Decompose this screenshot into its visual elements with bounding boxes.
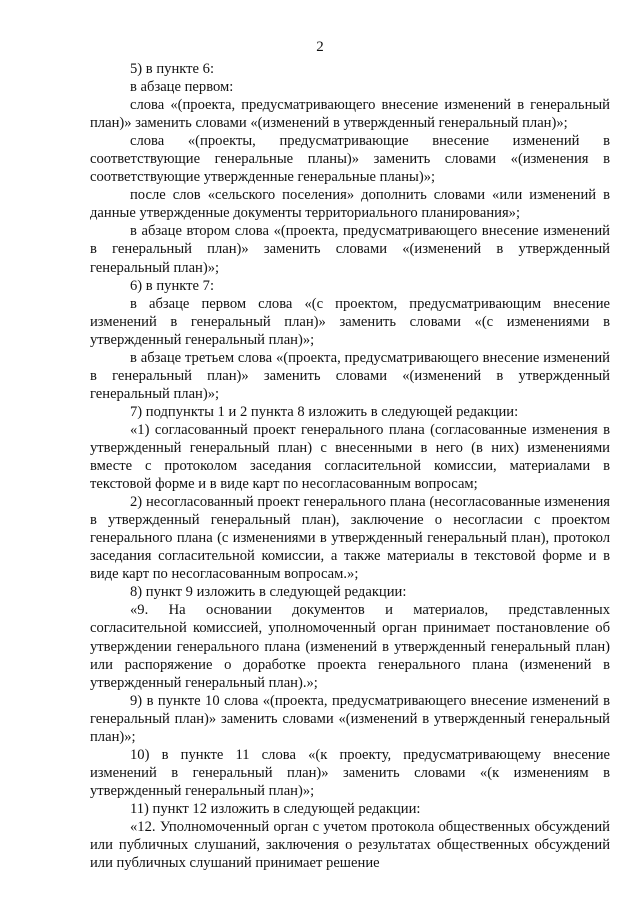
paragraph-item-7: 7) подпункты 1 и 2 пункта 8 изложить в следующей редакции: <box>130 403 519 420</box>
paragraph-point-9: «9. На основании документов и материалов, представленных согласительной комиссией, уполномоченный орган принимает постановление об утверждении генерального плана (изменений в утвержденный генеральный план) или распоряжение о доработке проекта генерального плана (изменений в утвержденный генеральный план).»; <box>90 602 610 691</box>
paragraph-third-abzac-7: в абзаце третьем слова «(проекта, предусматривающего внесение изменений в генеральный план)» заменить словами «(изменений в утвержденный генеральный план)»; <box>90 349 610 402</box>
paragraph-replace-2: слова «(проекты, предусматривающие внесение изменений в соответствующие генеральные планы)» заменить словами «(изменения в соответствующие утвержденные генеральные планы)»; <box>90 133 610 186</box>
paragraph-item-9: 9) в пункте 10 слова «(проекта, предусматривающего внесение изменений в генеральный план)» заменить словами «(изменений в утвержденный генеральный план)»; <box>90 692 610 745</box>
paragraph-item-6: 6) в пункте 7: <box>130 277 215 294</box>
paragraph-first-abzac-7: в абзаце первом слова «(с проектом, предусматривающим внесение изменений в генеральный план)» заменить словами «(с изменениями в утвержденный генеральный план)»; <box>90 295 610 348</box>
paragraph-item-5: 5) в пункте 6: <box>130 61 215 77</box>
paragraph-subitem-1: «1) согласованный проект генерального плана (согласованные изменения в утвержденный генеральный план) с внесенными в него (в них) изменениями вместе с протоколом заседания согласительной комиссии, материалами в текстовой форме и в виде карт по несогласованным вопросам; <box>90 421 610 493</box>
document-body <box>90 60 610 872</box>
paragraph-second-abzac: в абзаце втором слова «(проекта, предусматривающего внесение изменений в генеральный план)» заменить словами «(изменений в утвержденный генеральный план)»; <box>90 223 610 276</box>
paragraph-item-10: 10) в пункте 11 слова «(к проекту, предусматривающему внесение изменений в генеральный план)» заменить словами «(к изменениям в утвержденный генеральный план)»; <box>90 746 610 799</box>
paragraph-replace-1: слова «(проекта, предусматривающего внесение изменений в генеральный план)» заменить словами «(изменений в утвержденный генеральный план)»; <box>90 97 610 132</box>
paragraph-first-abzac: в абзаце первом: <box>130 79 234 96</box>
paragraph-add-words: после слов «сельского поселения» дополнить словами «или изменений в данные утвержденные документы территориального планирования»; <box>90 187 610 222</box>
page-number: 2 <box>316 39 324 55</box>
paragraph-subitem-2: 2) несогласованный проект генерального плана (несогласованные изменения в утвержденный генеральный план), заключение о несогласии с проектом генерального плана (с изменениями в утвержденный генеральный план), протокол заседания согласительной комиссии, а также материалы в текстовой форме и в виде карт по несогласованным вопросам.»; <box>90 494 610 583</box>
paragraph-item-11: 11) пункт 12 изложить в следующей редакции: <box>130 800 421 817</box>
paragraph-item-8: 8) пункт 9 изложить в следующей редакции: <box>130 584 407 601</box>
paragraph-point-12: «12. Уполномоченный орган с учетом протокола общественных обсуждений или публичных слушаний, заключения о результатах общественных обсуждений или публичных слушаний принимает решение <box>90 818 610 872</box>
